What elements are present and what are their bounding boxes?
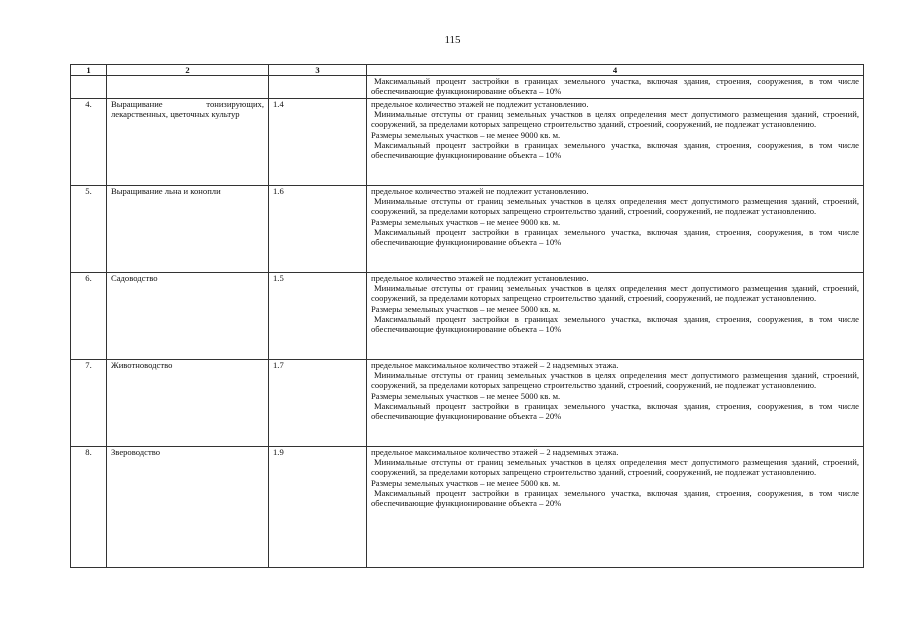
parameter-line: Максимальный процент застройки в границах земельного участка, включая здания, строения, сооружения, в том числе обеспечивающие функционирование объекта – 10% [371,226,859,248]
cell-parameters [367,99,864,186]
cell-code: 1.7 [269,360,367,447]
table-row [71,273,864,360]
parameter-line: Максимальный процент застройки в границах земельного участка, включая здания, строения, сооружения, в том числе обеспечивающие функционирование объекта – 10% [371,313,859,335]
cell-name: Выращивание льна и конопли [107,186,269,273]
cell-num: 4. [71,99,107,186]
table-row [71,186,864,273]
parameter-line: Максимальный процент застройки в границах земельного участка, включая здания, строения, сооружения, в том числе обеспечивающие функционирование объекта – 20% [371,400,859,422]
parameter-line: предельное количество этажей не подлежит установлению. [371,273,589,283]
continuation-row [71,76,864,99]
column-header-2: 2 [107,65,269,76]
table-row [71,360,864,447]
parameter-line: предельное максимальное количество этажей – 2 надземных этажа. [371,447,619,457]
cell-parameters [367,273,864,360]
parameter-line: Минимальные отступы от границ земельных участков в целях определения мест допустимого размещения зданий, строений, сооружений, за пределами которых запрещено строительство зданий, строений, сооружений, не подлежат установлению. [371,109,859,130]
column-header-4: 4 [367,65,864,76]
cell-code: 1.6 [269,186,367,273]
parameter-line: Размеры земельных участков – не менее 5000 кв. м. [371,477,561,488]
regulations-table [70,64,864,568]
cell-num: 7. [71,360,107,447]
table-row [71,99,864,186]
cell-num: 6. [71,273,107,360]
cell-code: 1.4 [269,99,367,186]
column-header-1: 1 [71,65,107,76]
parameter-line: предельное количество этажей не подлежит установлению. [371,99,589,109]
parameter-line: Размеры земельных участков – не менее 9000 кв. м. [371,129,561,140]
page-number: 115 [444,34,461,46]
parameter-line: Минимальные отступы от границ земельных участков в целях определения мест допустимого размещения зданий, строений, сооружений, за пределами которых запрещено строительство зданий, строений, сооружений, не подлежат установлению. [371,196,859,217]
cell-num: 5. [71,186,107,273]
parameter-line: Минимальные отступы от границ земельных участков в целях определения мест допустимого размещения зданий, строений, сооружений, за пределами которых запрещено строительство зданий, строений, сооружений, не подлежат установлению. [371,370,859,391]
parameter-line: Максимальный процент застройки в границах земельного участка, включая здания, строения, сооружения, в том числе обеспечивающие функционирование объекта – 20% [371,487,859,509]
column-header-3: 3 [269,65,367,76]
cell-parameters [367,447,864,568]
parameter-line: Максимальный процент застройки в границах земельного участка, включая здания, строения, сооружения, в том числе обеспечивающие функционирование объекта – 10% [371,76,859,97]
cell-name: Садоводство [107,273,269,360]
cell-parameters [367,186,864,273]
cell-name [107,76,269,99]
parameter-line: Минимальные отступы от границ земельных участков в целях определения мест допустимого размещения зданий, строений, сооружений, за пределами которых запрещено строительство зданий, строений, сооружений, не подлежат установлению. [371,457,859,478]
cell-code: 1.5 [269,273,367,360]
cell-name: Звероводство [107,447,269,568]
parameter-line: предельное количество этажей не подлежит установлению. [371,186,589,196]
parameter-line: Размеры земельных участков – не менее 9000 кв. м. [371,216,561,227]
cell-num [71,76,107,99]
parameter-line: Минимальные отступы от границ земельных участков в целях определения мест допустимого размещения зданий, строений, сооружений, за пределами которых запрещено строительство зданий, строений, сооружений, не подлежат установлению. [371,283,859,304]
cell-code [269,76,367,99]
table-header-row [71,65,864,76]
parameter-line: Размеры земельных участков – не менее 5000 кв. м. [371,303,561,314]
cell-parameters [367,360,864,447]
cell-parameters [367,76,864,99]
cell-code: 1.9 [269,447,367,568]
cell-name: Выращивание тонизирующих, лекарственных, цветочных культур [107,99,269,186]
table-row [71,447,864,568]
parameter-line: Размеры земельных участков – не менее 5000 кв. м. [371,390,561,401]
cell-num: 8. [71,447,107,568]
cell-name: Животноводство [107,360,269,447]
parameter-line: Максимальный процент застройки в границах земельного участка, включая здания, строения, сооружения, в том числе обеспечивающие функционирование объекта – 10% [371,139,859,161]
parameter-line: предельное максимальное количество этажей – 2 надземных этажа. [371,360,619,370]
